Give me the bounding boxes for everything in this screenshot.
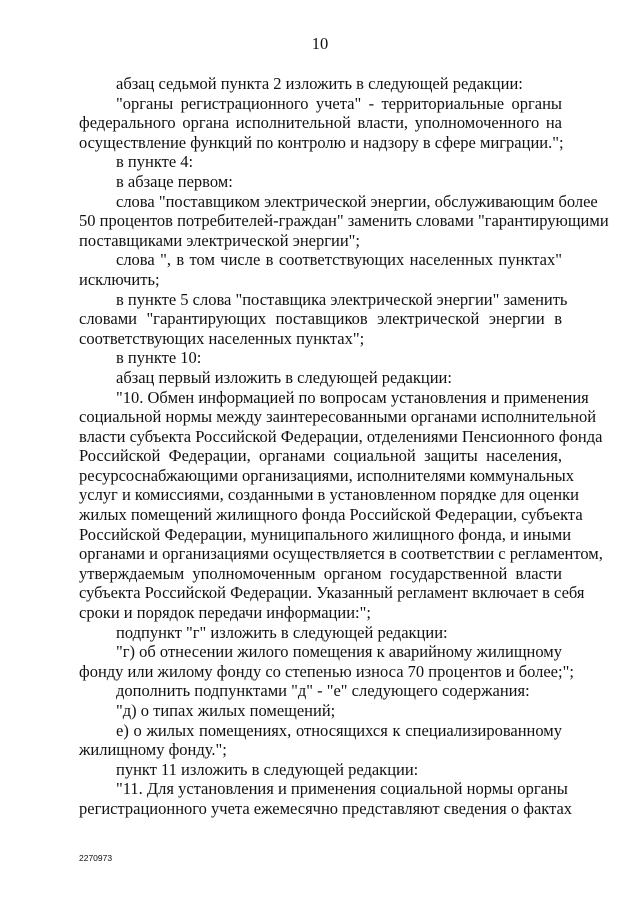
text-line: "д) о типах жилых помещений; [116,701,336,720]
text-line: абзац седьмой пункта 2 изложить в следующей редакции: [116,74,523,93]
text-line: осуществление функций по контролю и надзору в сфере миграции."; [79,132,564,152]
text-line: органами и организациями осуществляется в соответствии с регламентом, [79,544,603,564]
text-line: социальной нормы между заинтересованными органами исполнительной [79,407,597,427]
text-line: дополнить подпунктами "д" - "е" следующего содержания: [116,681,530,701]
text-line: ресурсоснабжающими организациями, исполнителями коммунальных [79,465,575,485]
text-line: регистрационного учета ежемесячно представляют сведения о фактах [79,798,573,818]
text-line: абзац первый изложить в следующей редакции: [116,367,452,387]
text-line: фонду или жилому фонду со степенью износа 70 процентов и более;"; [79,661,574,681]
text-line: власти субъекта Российской Федерации, отделениями Пенсионного фонда [79,426,603,446]
page-number: 10 [311,34,329,53]
text-line: "10. Обмен информацией по вопросам установления и применения [116,387,589,407]
text-line: Российской Федерации, муниципального жилищного фонда, и иными [79,524,572,544]
text-line: е) о жилых помещениях, относящихся к специализированному [116,720,562,740]
text-line: пункт 11 изложить в следующей редакции: [116,759,419,779]
text-line: услуг и комиссиями, созданными в установленном порядке для оценки [79,485,579,505]
text-line: соответствующих населенных пунктах"; [79,328,365,348]
text-line: 50 процентов потребителей-граждан" заменить словами "гарантирующими [79,211,609,231]
text-line: "г) об отнесении жилого помещения к аварийному жилищному [116,642,562,662]
text-line: в пункте 10: [116,348,202,368]
text-line: Российской Федерации, органами социальной защиты населения, [79,446,562,466]
text-line: слова "поставщиком электрической энергии, обслуживающим более [116,191,598,211]
text-line: субъекта Российской Федерации. Указанный регламент включает в себя [79,583,585,603]
text-line: в пункте 5 слова "поставщика электрической энергии" заменить [116,289,568,309]
text-line: подпункт "г" изложить в следующей редакции: [116,622,448,642]
text-line: "органы регистрационного учета" - территориальные органы [116,93,562,113]
text-line: поставщиками электрической энергии"; [79,230,360,250]
text-line: жилых помещений жилищного фонда Российской Федерации, субъекта [79,505,583,525]
text-line: в абзаце первом: [116,171,233,191]
text-line: исключить; [79,269,160,289]
text-line: слова ", в том числе в соответствующих населенных пунктах" [116,250,562,270]
document-code: 2270973 [79,853,113,863]
text-line: словами "гарантирующих поставщиков электрической энергии в [79,309,562,329]
document-body [79,74,609,819]
text-line: утверждаемым уполномоченным органом государственной власти [79,563,562,583]
text-line: сроки и порядок передачи информации:"; [79,603,371,623]
text-line: "11. Для установления и применения социальной нормы органы [116,779,568,799]
text-line: федерального органа исполнительной власти, уполномоченного на [79,113,562,133]
text-line: жилищному фонду."; [79,740,227,760]
text-line: в пункте 4: [116,152,194,172]
